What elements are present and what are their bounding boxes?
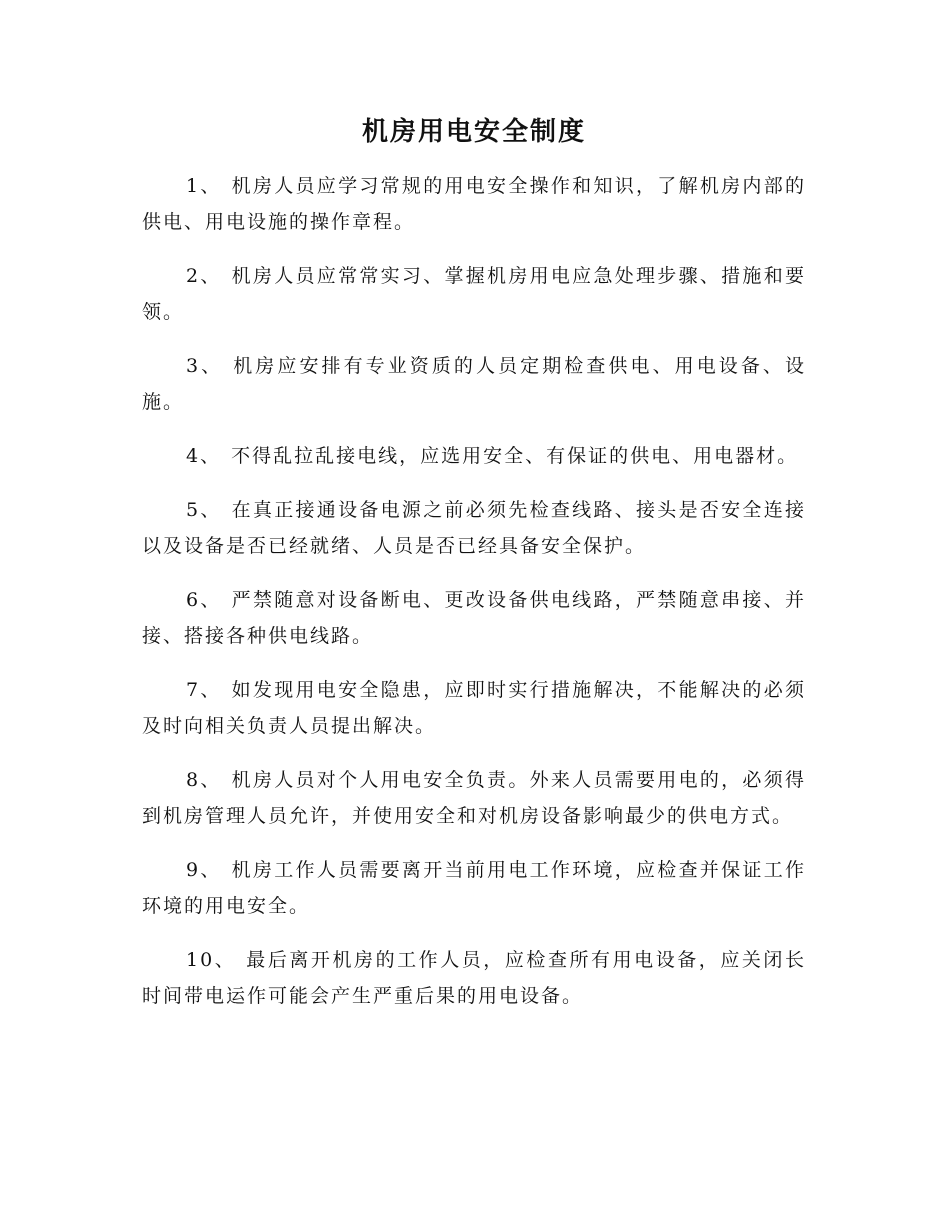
rule-item-2 (142, 258, 806, 330)
rule-item-1 (142, 168, 806, 240)
rule-item-6 (142, 582, 806, 654)
rule-text: 机房人员应学习常规的用电安全操作和知识，了解机房内部的供电、用电设施的操作章程。 (142, 175, 806, 233)
rule-number: 7、 (186, 679, 222, 701)
rule-item-3 (142, 348, 806, 420)
rule-text: 最后离开机房的工作人员，应检查所有用电设备，应关闭长时间带电运作可能会产生严重后果的用电设备。 (142, 949, 806, 1007)
rule-text: 如发现用电安全隐患，应即时实行措施解决，不能解决的必须及时向相关负责人员提出解决。 (142, 679, 806, 737)
rule-number: 1、 (186, 175, 222, 197)
rule-item-7 (142, 672, 806, 744)
rule-item-5 (142, 492, 806, 564)
rule-text: 机房人员对个人用电安全负责。外来人员需要用电的，必须得到机房管理人员允许，并使用安全和对机房设备影响最少的供电方式。 (142, 769, 806, 827)
document-title: 机房用电安全制度 (361, 117, 586, 147)
rule-text: 机房应安排有专业资质的人员定期检查供电、用电设备、设施。 (142, 355, 806, 413)
rule-item-9 (142, 852, 806, 924)
rule-text: 机房工作人员需要离开当前用电工作环境，应检查并保证工作环境的用电安全。 (142, 859, 806, 917)
rule-number: 4、 (186, 445, 222, 467)
rule-text: 机房人员应常常实习、掌握机房用电应急处理步骤、措施和要领。 (142, 265, 806, 323)
rule-item-8 (142, 762, 806, 834)
rule-number: 6、 (186, 589, 222, 611)
document-page (142, 108, 806, 1032)
rule-number: 9、 (186, 859, 222, 881)
rule-text: 严禁随意对设备断电、更改设备供电线路，严禁随意串接、并接、搭接各种供电线路。 (142, 589, 806, 647)
rule-item-10 (142, 942, 806, 1014)
rule-number: 2、 (186, 265, 222, 287)
rule-number: 3、 (186, 355, 224, 377)
rule-text: 不得乱拉乱接电线，应选用安全、有保证的供电、用电器材。 (231, 445, 799, 467)
rule-number: 8、 (186, 769, 222, 791)
rule-number: 5、 (186, 499, 222, 521)
rule-text: 在真正接通设备电源之前必须先检查线路、接头是否安全连接以及设备是否已经就绪、人员是否已经具备安全保护。 (142, 499, 806, 557)
rule-item-4 (142, 438, 806, 474)
rule-number: 10、 (186, 949, 237, 971)
